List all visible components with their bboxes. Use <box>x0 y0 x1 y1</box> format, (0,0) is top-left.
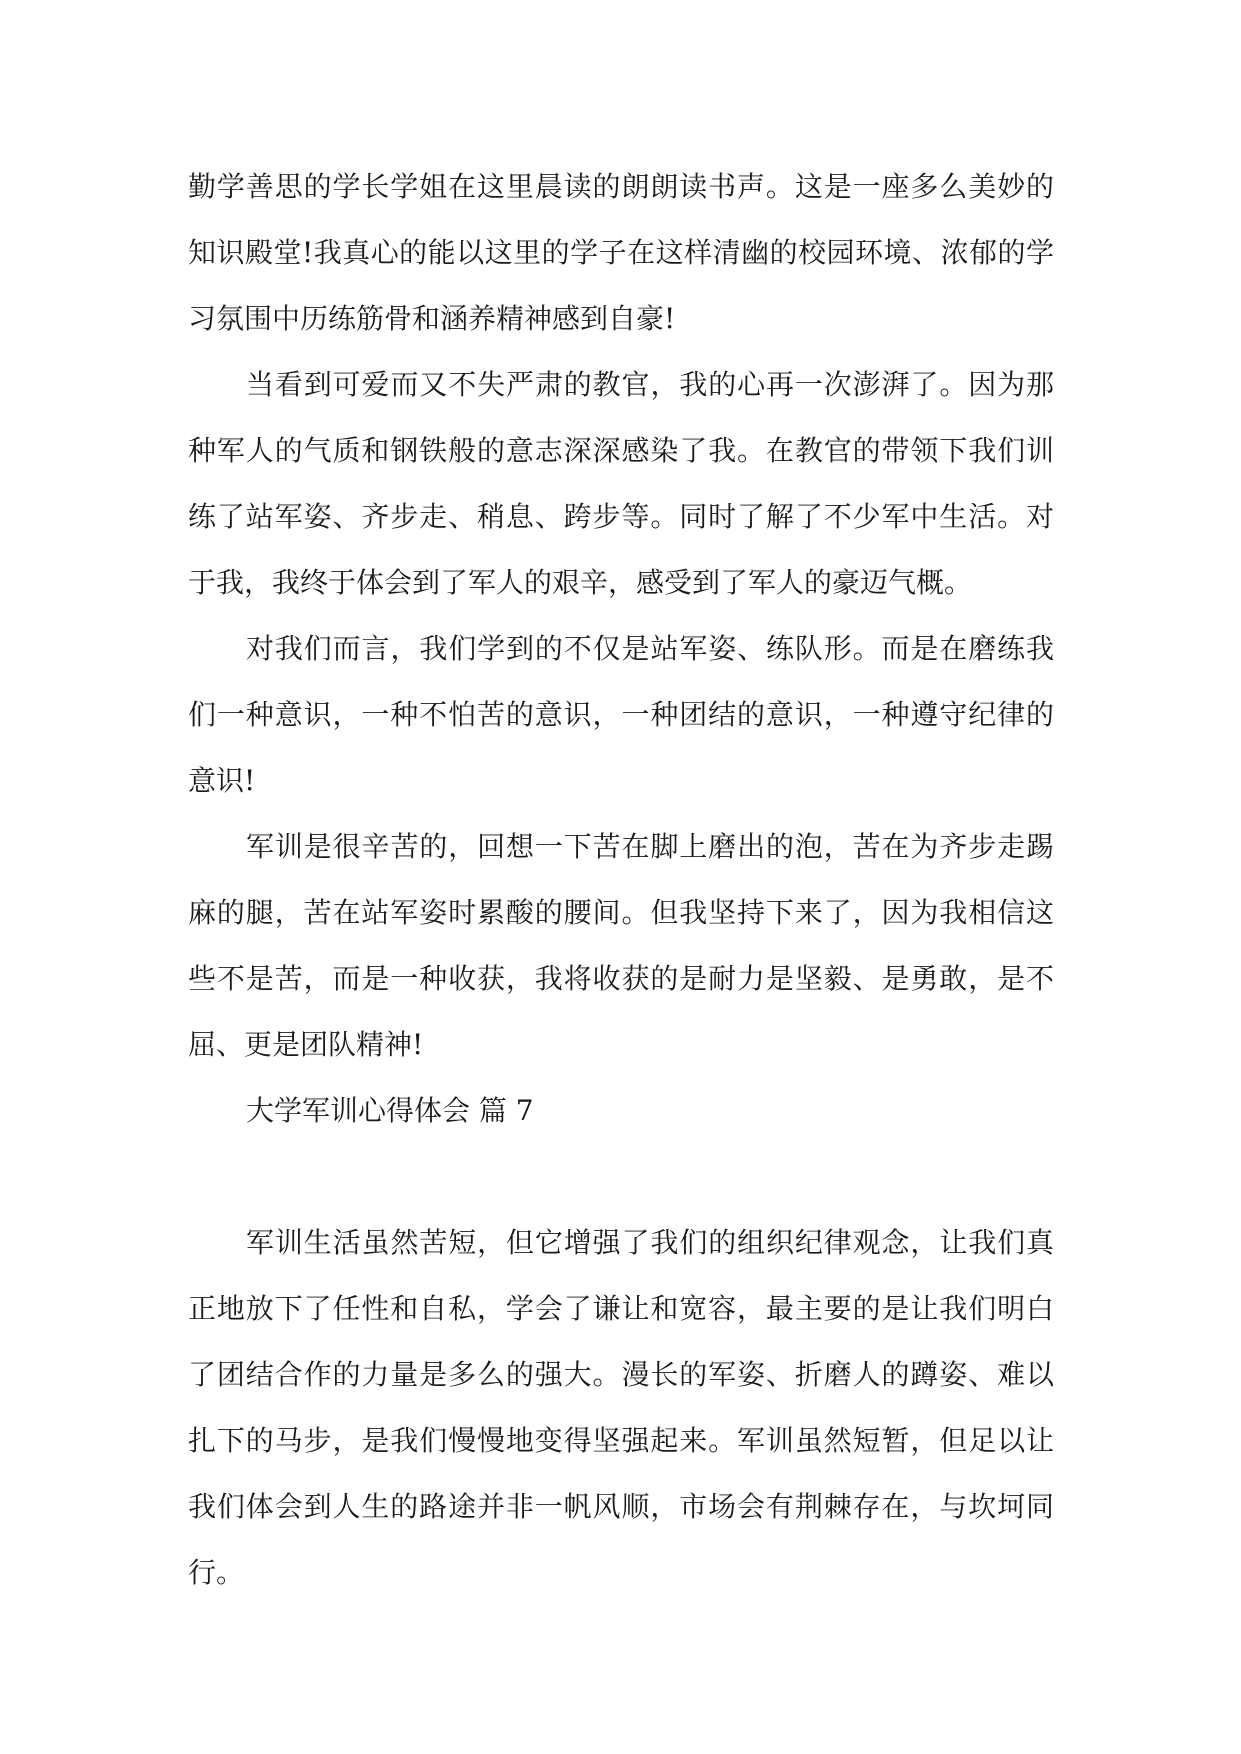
section-heading: 大学军训心得体会 篇 7 <box>246 1094 534 1127</box>
paragraph-section-7: 军训生活虽然苦短，但它增强了我们的组织纪律观念，让我们真正地放下了任性和自私，学会了谦让和宽容，最主要的是让我们明白了团结合作的力量是多么的强大。漫长的军姿、折磨人的蹲姿、难以扎下的马步，是我们慢慢地变得坚强起来。军训虽然短暂，但足以让我们体会到人生的路途并非一帆风顺，市场会有荆棘存在，与坎坷同行。 <box>188 1226 1054 1589</box>
paragraph-awareness: 对我们而言，我们学到的不仅是站军姿、练队形。而是在磨练我们一种意识，一种不怕苦的意识，一种团结的意识，一种遵守纪律的意识! <box>188 632 1054 797</box>
document-body <box>188 154 1054 1606</box>
paragraph-hardship: 军训是很辛苦的，回想一下苦在脚上磨出的泡，苦在为齐步走踢麻的腿，苦在站军姿时累酸的腰间。但我坚持下来了，因为我相信这些不是苦，而是一种收获，我将收获的是耐力是坚毅、是勇敢，是不屈、更是团队精神! <box>188 830 1054 1061</box>
paragraph-instructor: 当看到可爱而又不失严肃的教官，我的心再一次澎湃了。因为那种军人的气质和钢铁般的意志深深感染了我。在教官的带领下我们训练了站军姿、齐步走、稍息、跨步等。同时了解了不少军中生活。对于我，我终于体会到了军人的艰辛，感受到了军人的豪迈气概。 <box>188 368 1054 599</box>
paragraph-continued: 勤学善思的学长学姐在这里晨读的朗朗读书声。这是一座多么美妙的知识殿堂!我真心的能以这里的学子在这样清幽的校园环境、浓郁的学习氛围中历练筋骨和涵养精神感到自豪! <box>188 170 1054 335</box>
